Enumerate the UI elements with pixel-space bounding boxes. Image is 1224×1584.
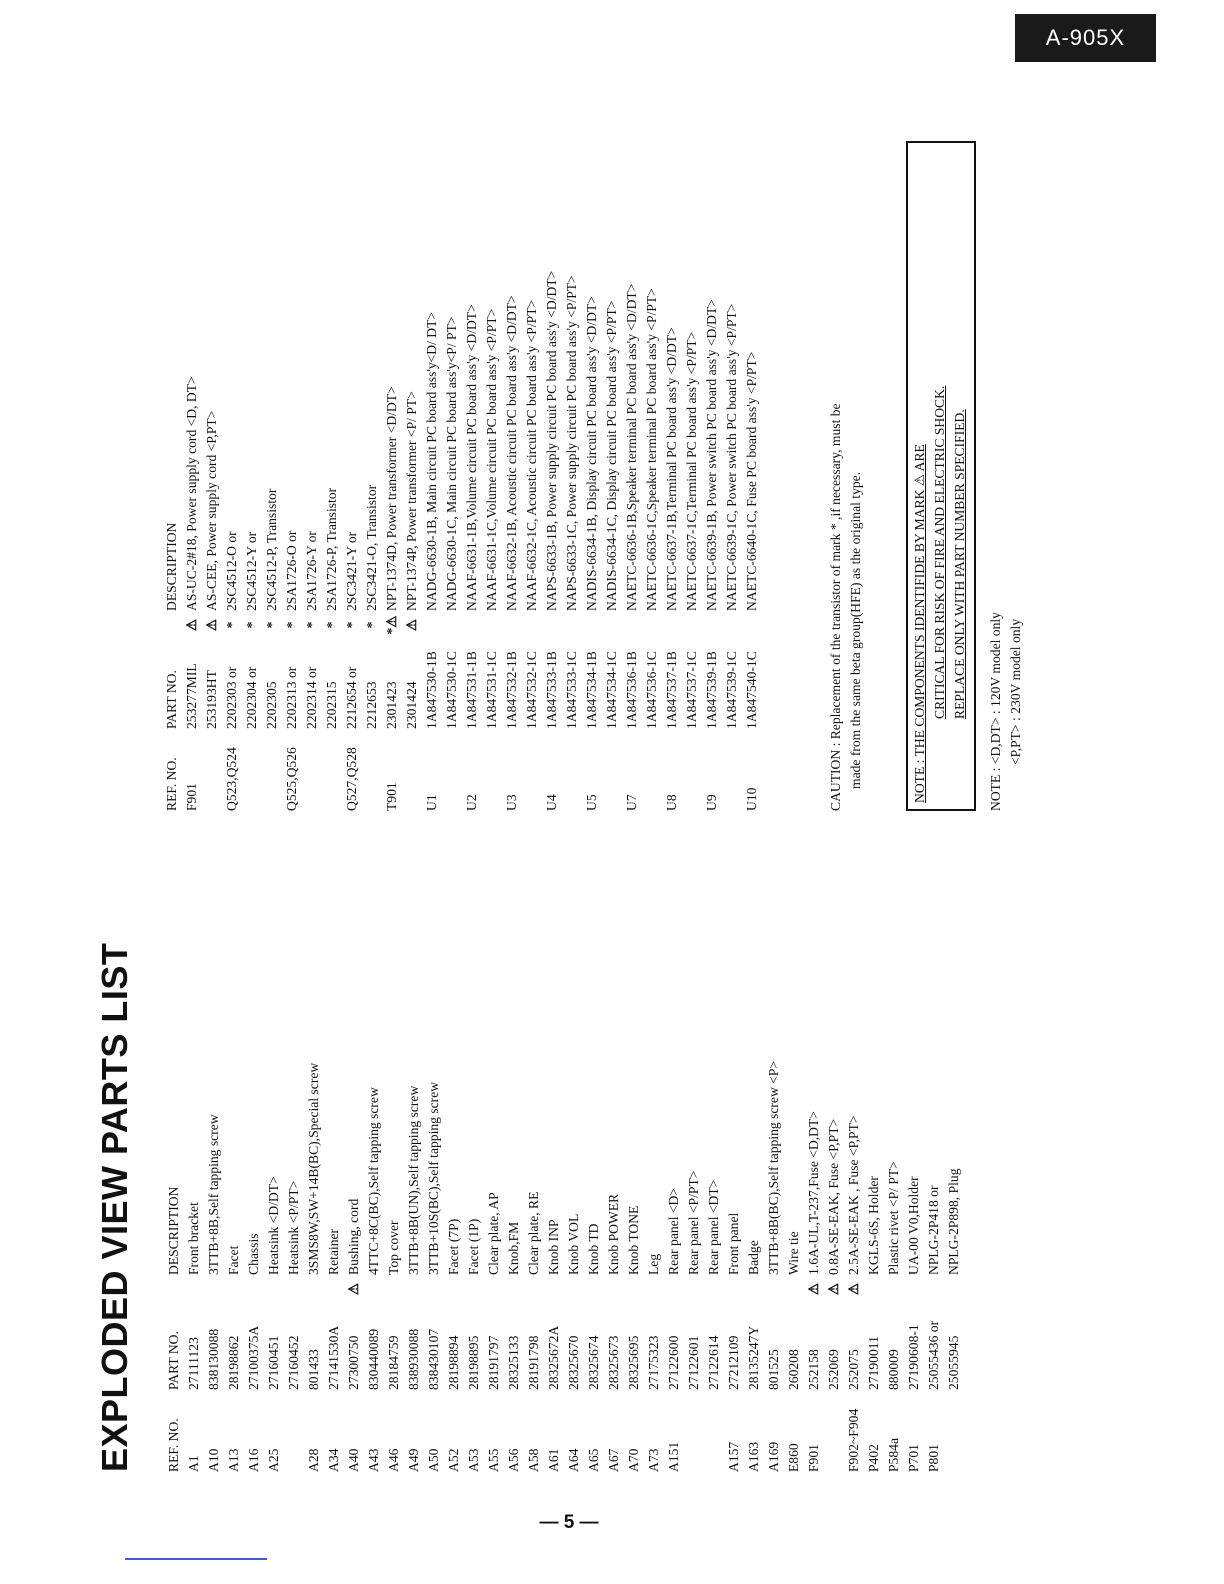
table-header [164,832,184,1472]
ref-cell: A1 [186,1455,201,1472]
table-row [904,832,924,1472]
left-parts-table [164,832,964,1472]
table-row [722,171,742,811]
ref-cell: U4 [544,794,559,811]
ref-cell: A16 [246,1448,261,1472]
part-number-cell: 28325670 [566,1335,581,1390]
footer-rule [125,1558,267,1560]
mark-cell: ⚠ [346,1282,361,1296]
ref-cell: U3 [504,794,519,811]
description-cell: NAPS-6633-1B, Power supply circuit PC board ass'y <D/DT> [544,270,559,611]
part-number-cell: 27160452 [286,1335,301,1390]
header-desc: DESCRIPTION [164,522,179,611]
part-number-cell: 28191797 [486,1335,501,1390]
description-cell: AS-UC-2#18, Power supply cord <D, DT> [184,376,199,611]
description-cell: Rear panel <D> [666,1187,681,1275]
mark-cell: ⚠ [404,618,419,632]
description-cell: Wire tie [786,1231,801,1275]
mark-cell: * [324,621,339,629]
table-row [702,171,722,811]
mark-cell: * [344,621,359,629]
ref-cell: A50 [426,1448,441,1472]
part-number-cell: 27190608-1 [906,1324,921,1390]
part-number-cell: 27100375A [246,1325,261,1390]
part-number-cell: 1A847539-1C [724,651,739,729]
part-number-cell: 1A847531-1B [464,651,479,729]
table-row [622,171,642,811]
description-cell: NAETC-6636-1B,Speaker terminal PC board ass'y <D/DT> [624,283,639,611]
table-row [742,171,762,811]
table-row [244,832,264,1472]
mark-cell: ⚠ [846,1282,861,1296]
table-row [644,832,664,1472]
table-row [662,171,682,811]
part-number-cell: 27190011 [866,1336,881,1390]
table-row [524,832,544,1472]
description-cell: NAETC-6639-1B, Power switch PC board ass'y <D/DT> [704,299,719,611]
part-number-cell: 28198894 [446,1335,461,1390]
ref-cell: A163 [746,1441,761,1472]
description-cell: NAAF-6631-1C,Volume circuit PC board ass'y <P/PT> [484,308,499,611]
note-box-line-1: NOTE : THE COMPONENTS IDENTIFIDE BY MARK ⚠ ARE [912,444,927,803]
part-number-cell: 253193HT [204,670,219,729]
part-number-cell: 28184759 [386,1335,401,1390]
description-cell: NAPS-6633-1C, Power supply circuit PC board ass'y <P/PT> [564,275,579,611]
description-cell: KGLS-6S, Holder [866,1176,881,1275]
description-cell: 4TTC+8C(BC),Self tapping screw [366,1087,381,1275]
header-desc: DESCRIPTION [166,1186,181,1275]
part-number-cell: 1A847532-1B [504,651,519,729]
table-row [224,832,244,1472]
part-number-cell: 1A847540-1C [744,651,759,729]
description-cell: Facet (1P) [466,1218,481,1275]
page-title: EXPLODED VIEW PARTS LIST [94,942,135,1472]
model-badge: A-905X [1015,14,1156,62]
table-row [484,832,504,1472]
part-number-cell: 28325695 [626,1335,641,1390]
part-number-cell: 1A847530-1C [444,651,459,729]
description-cell: NAETC-6637-1C,Terminal PC board ass'y <P/PT> [684,331,699,611]
table-row [262,171,282,811]
description-cell: 3TTB+10S(BC),Self tapping screw [426,1081,441,1275]
table-row [462,171,482,811]
part-number-cell: 1A847537-1B [664,651,679,729]
table-row [544,832,564,1472]
description-cell: 0.8A-SE-EAK, Fuse <P,PT> [826,1118,841,1275]
note-box-line-3: REPLACE ONLY WITH PART NUMBER SPECIFIED. [952,409,967,719]
table-row [664,832,684,1472]
part-number-cell: 1A847532-1C [524,651,539,729]
table-row [564,832,584,1472]
description-cell: 3TTB+8B(BC),Self tapping screw <P> [766,1060,781,1275]
description-cell: 2SA1726-O or [284,530,299,611]
part-number-cell: 1A847536-1C [644,651,659,729]
header-ref: REF. NO. [164,757,179,811]
part-number-cell: 838930088 [406,1328,421,1390]
part-number-cell: 2202305 [264,681,279,729]
ref-cell: U7 [624,794,639,811]
mark-cell: ⚠ [826,1282,841,1296]
table-row [522,171,542,811]
table-row [604,832,624,1472]
mark-cell: * [304,621,319,629]
part-number-cell: 27122600 [666,1335,681,1390]
table-row [362,171,382,811]
part-number-cell: 27141530A [326,1325,341,1390]
part-number-cell: 1A847533-1C [564,651,579,729]
part-number-cell: 1A847536-1B [624,651,639,729]
ref-cell: A10 [206,1448,221,1472]
table-row [222,171,242,811]
model-note-line-1: NOTE : <D,DT> : 120V model only [988,612,1003,811]
part-number-cell: 2212654 or [344,666,359,729]
part-number-cell: 1A847537-1C [684,651,699,729]
mark-cell: * [364,621,379,629]
part-number-cell: 2301424 [404,681,419,729]
table-row [384,832,404,1472]
description-cell: NPLG-2P898, Plug [946,1168,961,1275]
ref-cell: A58 [526,1448,541,1472]
mark-cell: * [224,621,239,629]
description-cell: 2SA1726-Y or [304,531,319,611]
part-number-cell: 801525 [766,1349,781,1390]
table-row [824,832,844,1472]
table-row [542,171,562,811]
ref-cell: P701 [906,1444,921,1472]
description-cell: Top cover [386,1220,401,1275]
table-row [682,171,702,811]
part-number-cell: 2813524​7Y [746,1325,761,1390]
description-cell: NADIS-6634-1B, Display circuit PC board ass'y <D/DT> [584,296,599,611]
table-row [584,832,604,1472]
part-number-cell: 838130088 [206,1328,221,1390]
ref-cell: Q523,Q524 [224,747,239,811]
table-row [884,832,904,1472]
ref-cell: A40 [346,1448,361,1472]
table-row [204,832,224,1472]
description-cell: Chassis [246,1233,261,1275]
mark-cell: ⚠ [806,1282,821,1296]
part-number-cell: 25055436 or [926,1320,941,1390]
part-number-cell: 801433 [306,1349,321,1390]
ref-cell: A46 [386,1448,401,1472]
description-cell: NAETC-6639-1C, Power switch PC board ass'y <P/PT> [724,303,739,611]
table-row [764,832,784,1472]
description-cell: NAAF-6632-1C, Acoustic circuit PC board ass'y <P/PT> [524,299,539,611]
model-note-line-2: <P,PT> : 230V model only [1008,618,1023,765]
ref-cell: A64 [566,1448,581,1472]
ref-cell: P801 [926,1444,941,1472]
table-row [304,832,324,1472]
part-number-cell: 2202304 or [244,666,259,729]
part-number-cell: 253277MIL [184,663,199,729]
description-cell: Bushing, cord [346,1198,361,1275]
part-number-cell: 28325674 [586,1335,601,1390]
ref-cell: A13 [226,1448,241,1472]
part-number-cell: 1A847534-1C [604,651,619,729]
description-cell: NAETC-6636-1C,Speaker terminal PC board ass'y <P/PT> [644,288,659,611]
header-part: PART NO. [166,1331,181,1390]
caution-line-1: CAUTION : Replacement of the transistor of mark * ,if necessary, must be [828,403,843,811]
description-cell: NAAF-6632-1B, Acoustic circuit PC board ass'y <D/DT> [504,295,519,611]
part-number-cell: 2832567​2A [546,1325,561,1390]
ref-cell: A55 [486,1448,501,1472]
table-row [382,171,402,811]
ref-cell: E860 [786,1443,801,1472]
part-number-cell: 28198895 [466,1335,481,1390]
description-cell: Badge [746,1240,761,1275]
table-row [322,171,342,811]
ref-cell: A70 [626,1448,641,1472]
description-cell: 2SC3421-Y or [344,531,359,611]
ref-cell: A157 [726,1441,741,1472]
table-row [422,171,442,811]
parts-list-sheet [0,144,1224,1584]
mark-cell: *⚠ [384,615,399,635]
part-number-cell: 252075 [846,1349,861,1390]
table-row [844,832,864,1472]
ref-cell: A65 [586,1448,601,1472]
table-row [444,832,464,1472]
ref-cell: F902~F904 [846,1408,861,1472]
description-cell: NPLG-2P418 or [926,1185,941,1275]
ref-cell: A28 [306,1448,321,1472]
description-cell: Knob INP [546,1219,561,1275]
ref-cell: A56 [506,1448,521,1472]
description-cell: AS-CEE, Power supply cord <P,PT> [204,410,219,611]
table-row [562,171,582,811]
description-cell: Knob,FM [506,1221,521,1275]
table-header [162,171,182,811]
description-cell: NAETC-6637-1B,Terminal PC board ass'y <D/DT> [664,327,679,611]
description-cell: NPT-1374D, Power transformer <D/DT> [384,386,399,611]
description-cell: 3TTB+8B,Self tapping screw [206,1114,221,1275]
table-row [442,171,462,811]
description-cell: NADG-6630-1C, Main circuit PC board ass'y<P/ PT> [444,316,459,611]
table-row [744,832,764,1472]
ref-cell: A49 [406,1448,421,1472]
description-cell: NPT-1374P, Power transformer <P/ PT> [404,391,419,611]
table-row [284,832,304,1472]
mark-cell: * [284,621,299,629]
table-row [464,832,484,1472]
part-number-cell: 1A847539-1B [704,651,719,729]
description-cell: Facet [226,1245,241,1275]
description-cell: 2SC4512-O or [224,531,239,611]
ref-cell: A52 [446,1448,461,1472]
description-cell: Front panel [726,1212,741,1275]
description-cell: Rear panel <DT> [706,1179,721,1275]
table-row [404,832,424,1472]
description-cell: 2SC4512-P, Transistor [264,488,279,611]
ref-cell: A73 [646,1448,661,1472]
table-row [864,832,884,1472]
table-row [184,832,204,1472]
ref-cell: P584a [886,1438,901,1472]
part-number-cell: 25055945 [946,1335,961,1390]
table-row [624,832,644,1472]
ref-cell: A53 [466,1448,481,1472]
ref-cell: F901 [806,1444,821,1472]
part-number-cell: 2202303 or [224,666,239,729]
description-cell: 2SC4512-Y or [244,531,259,611]
table-row [704,832,724,1472]
ref-cell: T901 [384,782,399,811]
table-row [784,832,804,1472]
ref-cell: A151 [666,1441,681,1472]
part-number-cell: 2301423 [384,681,399,729]
right-parts-table [162,171,762,811]
description-cell: Heatsink <D/DT> [266,1176,281,1275]
part-number-cell: 2202313 or [284,666,299,729]
description-cell: Knob POWER [606,1193,621,1275]
table-row [302,171,322,811]
description-cell: 1.6A-UL,T-237,Fuse <D,DT> [806,1111,821,1275]
mark-cell: ⚠ [204,618,219,632]
table-row [364,832,384,1472]
description-cell: Knob VOL [566,1213,581,1275]
table-row [944,832,964,1472]
ref-cell: U10 [744,787,759,811]
ref-cell: A43 [366,1448,381,1472]
caution-line-2: made from the same beta group(HFE) as the original type. [848,471,863,789]
header-part: PART NO. [164,670,179,729]
description-cell: 2.5A-SE-EAK , Fuse <P,PT> [846,1115,861,1275]
ref-cell: Q525,Q526 [284,747,299,811]
ref-cell: P402 [866,1444,881,1472]
ref-cell: A169 [766,1441,781,1472]
ref-cell: A34 [326,1448,341,1472]
critical-components-note [906,141,976,811]
description-cell: 2SC3421-O, Transistor [364,484,379,611]
ref-cell: Q527,Q528 [344,747,359,811]
model-note [986,411,1026,811]
part-number-cell: 252158 [806,1349,821,1390]
table-row [504,832,524,1472]
description-cell: Facet (7P) [446,1218,461,1275]
page-number: — 5 — [539,1512,599,1533]
description-cell: Front bracket [186,1202,201,1275]
table-row [684,832,704,1472]
ref-cell: U1 [424,794,439,811]
description-cell: 3TTB+8B(UN),Self tapping screw [406,1085,421,1275]
description-cell: NADG-6630-1B, Main circuit PC board ass'y<D/ DT> [424,311,439,611]
part-number-cell: 28325673 [606,1335,621,1390]
part-number-cell: 27300750 [346,1335,361,1390]
table-row [482,171,502,811]
description-cell: 3SMS8W,SW+14B(BC),Special screw [306,1062,321,1275]
description-cell: Leg [646,1253,661,1275]
table-row [642,171,662,811]
part-number-cell: 1A847534-1B [584,651,599,729]
caution-note [826,161,866,811]
part-number-cell: 27111123 [186,1337,201,1390]
part-number-cell: 27212109 [726,1335,741,1390]
part-number-cell: 27175323 [646,1335,661,1390]
description-cell: NAAF-6631-1B,Volume circuit PC board ass'y <D/DT> [464,304,479,611]
part-number-cell: 880009 [886,1349,901,1390]
description-cell: UA-00 V0,Holder [906,1176,921,1275]
table-row [344,832,364,1472]
table-row [242,171,262,811]
part-number-cell: 27160451 [266,1335,281,1390]
table-row [924,832,944,1472]
description-cell: Heatsink <P/PT> [286,1180,301,1275]
description-cell: Retainer [326,1228,341,1275]
table-row [502,171,522,811]
part-number-cell: 1A847533-1B [544,651,559,729]
description-cell: Knob TONE [626,1205,641,1275]
mark-cell: ⚠ [184,618,199,632]
mark-cell: * [264,621,279,629]
table-row [402,171,422,811]
table-row [342,171,362,811]
part-number-cell: 27122614 [706,1335,721,1390]
part-number-cell: 2202314 or [304,666,319,729]
table-row [582,171,602,811]
part-number-cell: 252069 [826,1349,841,1390]
ref-cell: U8 [664,794,679,811]
table-row [202,171,222,811]
part-number-cell: 28191798 [526,1335,541,1390]
part-number-cell: 2202315 [324,681,339,729]
table-row [804,832,824,1472]
table-row [424,832,444,1472]
part-number-cell: 838430107 [426,1328,441,1390]
description-cell: Clear plate, AP [486,1192,501,1275]
ref-cell: A67 [606,1448,621,1472]
ref-cell: F901 [184,783,199,811]
part-number-cell: 27122601 [686,1335,701,1390]
part-number-cell: 1A847530-1B [424,651,439,729]
description-cell: Plastic rivet <P/ PT> [886,1161,901,1275]
ref-cell: A25 [266,1448,281,1472]
part-number-cell: 28198862 [226,1335,241,1390]
ref-cell: U5 [584,794,599,811]
part-number-cell: 1A847531-1C [484,651,499,729]
part-number-cell: 28325133 [506,1335,521,1390]
note-box-line-2: CRITICAL FOR RISK OF FIRE AND ELECTRIC SHOCK. [932,385,947,719]
description-cell: Clear plate, RE [526,1191,541,1275]
header-ref: REF. NO. [166,1418,181,1472]
description-cell: 2SA1726-P, Transistor [324,487,339,611]
table-row [602,171,622,811]
ref-cell: A61 [546,1448,561,1472]
ref-cell: U2 [464,794,479,811]
table-row [324,832,344,1472]
ref-cell: U9 [704,794,719,811]
table-row [182,171,202,811]
description-cell: NAETC-6640-1C, Fuse PC board ass'y <P/PT> [744,351,759,611]
mark-cell: * [244,621,259,629]
part-number-cell: 830440089 [366,1328,381,1390]
table-row [264,832,284,1472]
part-number-cell: 2212653 [364,681,379,729]
description-cell: NADIS-6634-1C, Display circuit PC board ass'y <P/PT> [604,300,619,611]
table-row [724,832,744,1472]
table-row [282,171,302,811]
description-cell: Knob TD [586,1223,601,1275]
part-number-cell: 260208 [786,1349,801,1390]
description-cell: Rear panel <P/PT> [686,1170,701,1275]
